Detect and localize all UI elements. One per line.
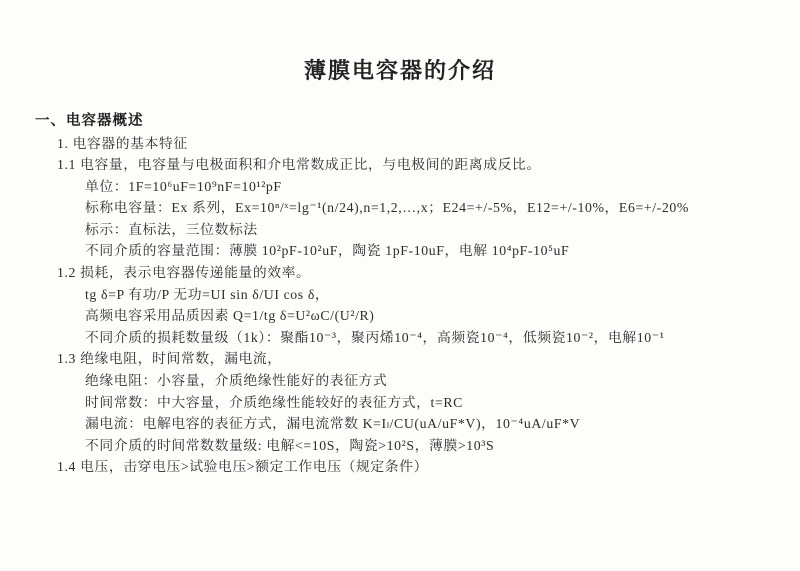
doc-line: 1.2 损耗，表示电容器传递能量的效率。: [57, 265, 311, 281]
doc-line: 不同介质的容量范围：薄膜 10²pF-10²uF，陶瓷 1pF-10uF，电解 10⁴pF-10⁵uF: [85, 243, 570, 259]
doc-line: 1. 电容器的基本特征: [57, 135, 188, 151]
doc-line: 时间常数：中大容量，介质绝缘性能较好的表征方式，t=RC: [85, 394, 463, 410]
document-body: [0, 111, 800, 478]
doc-line: 单位：1F=10⁶uF=10⁹nF=10¹²pF: [85, 178, 282, 194]
doc-line: tg δ=P 有功/P 无功=UI sin δ/UI cos δ，: [85, 286, 330, 302]
doc-line: 标示：直标法，三位数标法: [85, 221, 258, 237]
doc-line: 不同介质的损耗数量级（1k）：聚酯10⁻³，聚丙烯10⁻⁴，高频瓷10⁻⁴，低频瓷10⁻²，电解10⁻¹: [85, 329, 665, 345]
document-title: 薄膜电容器的介绍: [303, 58, 496, 83]
doc-line: 1.3 绝缘电阻，时间常数，漏电流，: [57, 351, 282, 367]
doc-line: 高频电容采用品质因素 Q=1/tg δ=U²ωC/(U²/R): [85, 308, 375, 324]
doc-line: 不同介质的时间常数数量级: 电解<=10S，陶瓷>10²S，薄膜>10³S: [85, 437, 495, 453]
section-heading: 一、电容器概述: [35, 113, 144, 129]
doc-line: 漏电流：电解电容的表征方式，漏电流常数 K=Iₗ/CU(uA/uF*V)，10⁻⁴uA/uF*V: [85, 416, 581, 432]
doc-line: 1.4 电压，击穿电压>试验电压>额定工作电压（规定条件）: [57, 459, 428, 475]
doc-line: 绝缘电阻：小容量，介质绝缘性能好的表征方式: [85, 373, 388, 389]
doc-line: 1.1 电容量，电容量与电极面积和介电常数成正比，与电极间的距离成反比。: [57, 157, 541, 173]
doc-line: 标称电容量：Ex 系列，Ex=10ⁿ/ˣ=lg⁻¹(n/24),n=1,2,…,x；E24=+/-5%，E12=+/-10%，E6=+/-20%: [85, 200, 689, 216]
